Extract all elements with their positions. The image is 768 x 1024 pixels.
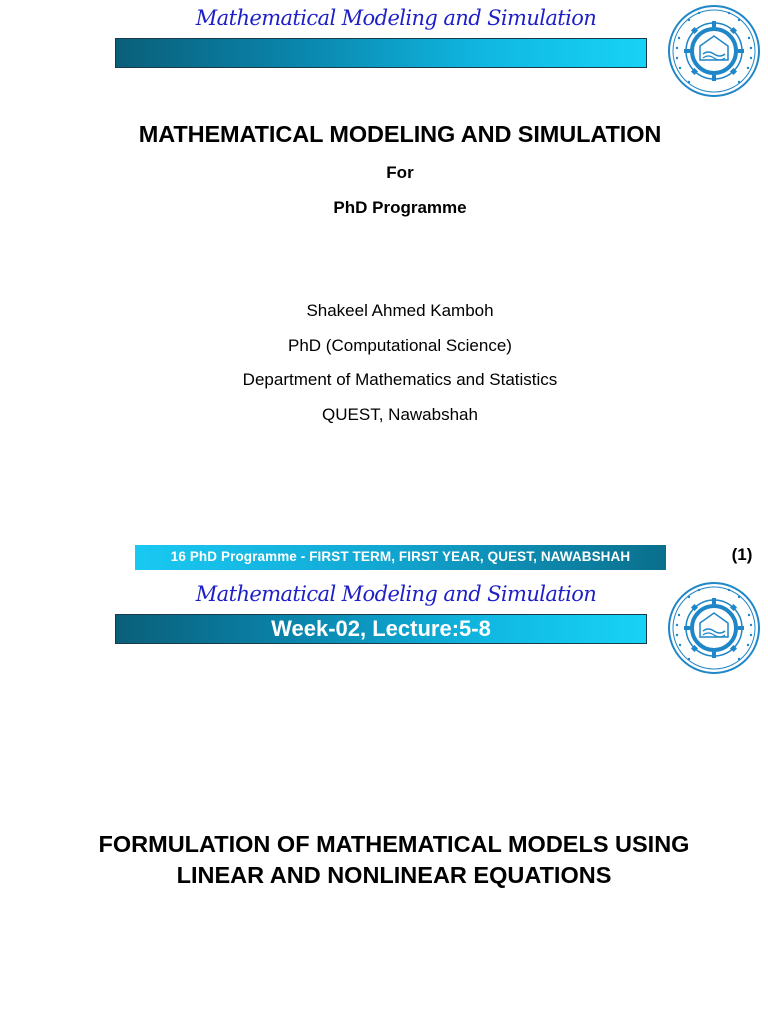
lecture-title-line-1: FORMULATION OF MATHEMATICAL MODELS USING [98,831,690,857]
author-degree: PhD (Computational Science) [288,336,512,355]
header-script-title: Mathematical Modeling and Simulation [195,6,597,30]
course-title: MATHEMATICAL MODELING AND SIMULATION [138,121,662,147]
for-label: For [386,163,414,182]
lecture-label: Week-02, Lecture:5-8 [271,616,491,641]
footer-text: 16 PhD Programme - FIRST TERM, FIRST YEAR, QUEST, NAWABSHAH [170,549,631,564]
lecture-band [115,614,647,644]
lecture-title-line-2: LINEAR AND NONLINEAR EQUATIONS [176,862,612,888]
header-band [115,38,647,68]
author-department: Department of Mathematics and Statistics [242,370,558,389]
university-seal-icon [667,4,761,98]
header-script-title: Mathematical Modeling and Simulation [195,582,597,606]
programme-label: PhD Programme [333,198,467,217]
page-number: (1) [731,545,753,564]
slide-2 [0,576,768,1024]
author-institution: QUEST, Nawabshah [322,405,478,424]
author-name: Shakeel Ahmed Kamboh [306,301,494,320]
footer-bar [135,545,666,570]
university-seal-icon [667,581,761,675]
